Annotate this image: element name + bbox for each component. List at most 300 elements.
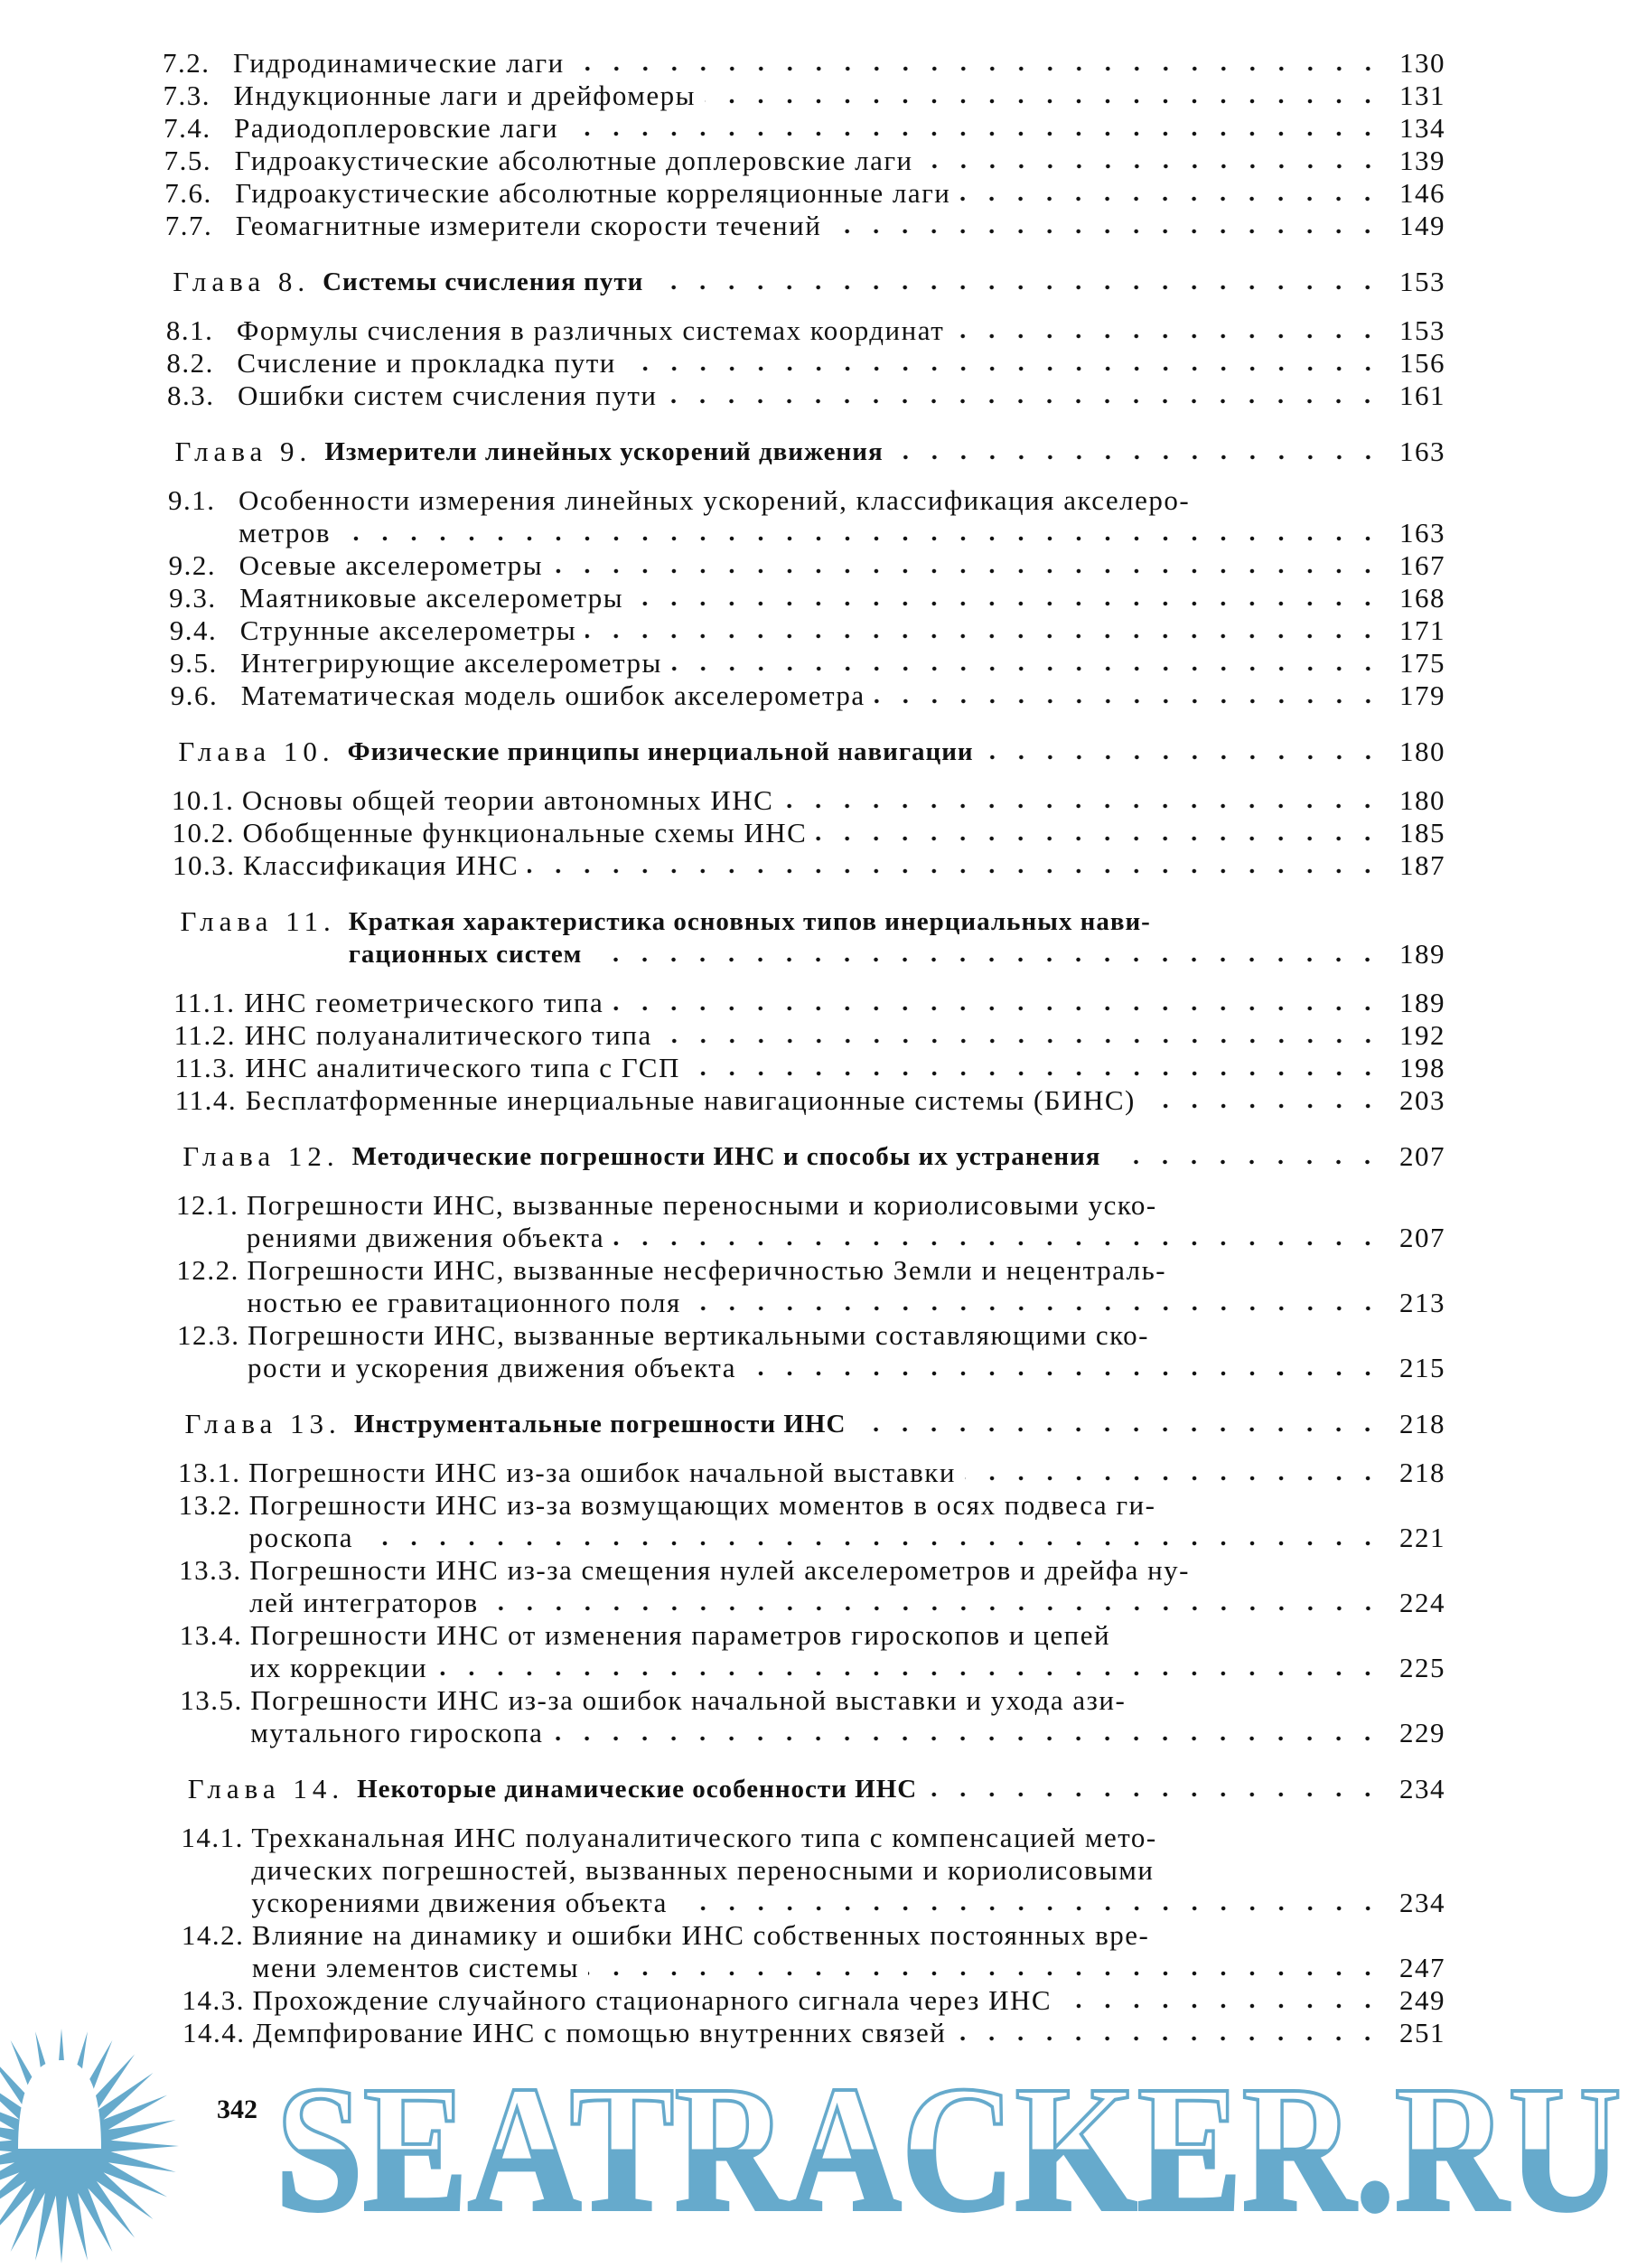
entry-line: [234, 80, 1445, 112]
entry-body: [245, 1052, 1445, 1084]
entry-text: ностью ее гравитационного поля: [247, 1287, 681, 1318]
dot-leader: [671, 666, 1382, 671]
entry-line: [252, 1919, 1445, 1952]
toc-entry: [182, 1919, 1445, 1984]
entry-number: 9.1.: [168, 484, 216, 516]
page-ref: 130: [1399, 47, 1445, 79]
dot-leader: [574, 66, 1382, 71]
entry-text: Радиодоплеровские лаги: [234, 112, 559, 144]
dot-leader: [1109, 1159, 1382, 1165]
chapter-label: Глава 8.: [173, 266, 311, 297]
page-ref: 207: [1399, 1222, 1445, 1253]
entry-body: [243, 849, 1445, 882]
chapter-label: Глава 9.: [174, 436, 313, 467]
entry-line: [247, 1287, 1445, 1319]
entry-text: Системы счисления пути: [323, 267, 644, 296]
entry-number: 8.1.: [165, 314, 214, 346]
chapter-heading: [175, 1140, 1445, 1173]
entry-line: [235, 177, 1445, 210]
entry-text: Трехканальная ИНС полуаналитического типа с компенсацией мето-: [251, 1822, 1157, 1853]
entry-body: [348, 736, 1445, 768]
entry-number: 13.2.: [178, 1489, 242, 1521]
dot-leader: [567, 131, 1382, 136]
entry-number: 12.1.: [175, 1189, 239, 1221]
entry-line: [249, 1489, 1445, 1522]
entry-number: 7.2.: [163, 47, 210, 79]
entry-line: [349, 905, 1445, 938]
entry-body: [235, 177, 1445, 210]
toc-entry: [171, 679, 1445, 712]
entry-text: роскопа: [248, 1522, 353, 1553]
entry-number: 9.3.: [169, 582, 217, 614]
dot-leader: [677, 1906, 1382, 1911]
entry-number: 11.4.: [174, 1084, 238, 1116]
toc-entry: [170, 614, 1445, 647]
dot-leader: [893, 455, 1382, 460]
chapter-label: Глава 13.: [184, 1408, 341, 1439]
chapter-heading: [165, 266, 1445, 298]
entry-number: 14.1.: [181, 1822, 244, 1853]
entry-number: 8.3.: [166, 380, 215, 411]
entry-text: Погрешности ИНС, вызванные несферичностью Земли и нецентраль-: [247, 1254, 1167, 1286]
entry-body: [252, 1919, 1445, 1984]
dot-leader: [926, 1792, 1382, 1797]
toc-entry: [166, 314, 1445, 347]
dot-leader: [436, 1671, 1382, 1676]
entry-text: Погрешности ИНС из-за возмущающих моментов в осях подвеса ги-: [248, 1489, 1156, 1521]
entry-body: [234, 80, 1445, 112]
entry-line: [348, 736, 1445, 768]
entry-body: [234, 112, 1445, 145]
entry-body: [252, 1984, 1445, 2017]
entry-body: [324, 436, 1445, 468]
entry-line: [251, 1854, 1445, 1887]
page-ref: 179: [1399, 679, 1445, 711]
sun-logo-icon: [0, 2029, 179, 2263]
entry-text: Математическая модель ошибок акселерометра: [240, 679, 865, 711]
entry-text: Счисление и прокладка пути: [237, 347, 616, 379]
toc-entry: [164, 112, 1445, 145]
page-ref: 215: [1399, 1352, 1445, 1383]
entry-text: Ошибки систем счисления пути: [237, 380, 658, 411]
entry-line: [243, 849, 1445, 882]
entry-text: Маятниковые акселерометры: [239, 582, 624, 614]
entry-text: метров: [239, 517, 331, 548]
page-ref: 146: [1399, 177, 1445, 209]
dot-leader: [875, 698, 1382, 704]
entry-line: [238, 380, 1445, 412]
entry-number: 12.3.: [176, 1319, 240, 1351]
entry-line: [239, 549, 1445, 582]
entry-body: [354, 1408, 1445, 1440]
entry-body: [239, 484, 1445, 549]
entry-text: Погрешности ИНС из-за ошибок начальной выставки и ухода ази-: [250, 1684, 1127, 1716]
entry-number: 14.2.: [181, 1919, 245, 1951]
dot-leader: [666, 398, 1382, 404]
entry-text: Погрешности ИНС из-за смещения нулей акселерометров и дрейфа ну-: [249, 1554, 1190, 1586]
chapter-label: Глава 12.: [182, 1140, 340, 1172]
entry-number: 9.4.: [169, 614, 218, 646]
chapter-label: Глава 11.: [180, 905, 336, 937]
entry-text: Интегрирующие акселерометры: [240, 647, 662, 679]
toc-entry: [174, 1052, 1445, 1084]
page-ref: 234: [1399, 1887, 1445, 1918]
entry-body: [244, 987, 1445, 1019]
page-ref: 198: [1399, 1052, 1445, 1083]
chapter-heading: [171, 736, 1445, 768]
entry-line: [357, 1773, 1445, 1805]
entry-number: 13.3.: [179, 1554, 242, 1586]
table-of-contents: [163, 47, 1445, 2049]
entry-line: [250, 1619, 1445, 1652]
entry-line: [251, 1822, 1445, 1854]
dot-leader: [922, 164, 1382, 169]
toc-entry: [180, 1619, 1445, 1684]
toc-entry: [165, 210, 1445, 242]
entry-text: Физические принципы инерциальной навигации: [347, 737, 974, 766]
entry-line: [235, 145, 1445, 177]
toc-entry: [164, 80, 1445, 112]
entry-number: 7.5.: [164, 145, 212, 176]
entry-body: [233, 47, 1445, 80]
page-ref: 167: [1399, 549, 1445, 581]
entry-body: [236, 210, 1445, 242]
page-ref: 171: [1399, 614, 1445, 646]
dot-leader: [588, 1971, 1382, 1976]
entry-text: мутального гироскопа: [250, 1717, 544, 1748]
dot-leader: [983, 754, 1382, 760]
page-ref: 189: [1399, 987, 1445, 1018]
entry-body: [352, 1140, 1445, 1173]
entry-body: [247, 1254, 1445, 1319]
entry-number: 11.2.: [173, 1019, 236, 1051]
entry-line: [248, 1457, 1445, 1489]
entry-line: [237, 347, 1445, 380]
entry-number: 9.2.: [168, 549, 217, 581]
dot-leader: [1145, 1103, 1382, 1109]
dot-leader: [528, 868, 1382, 874]
page-number: 342: [217, 2095, 257, 2124]
entry-text: Измерители линейных ускорений движения: [324, 437, 884, 466]
page-ref: 153: [1399, 314, 1445, 346]
dot-leader: [585, 633, 1382, 639]
entry-number: 11.3.: [174, 1052, 237, 1083]
entry-number: 13.4.: [179, 1619, 243, 1651]
entry-text: рости и ускорения движения объекта: [247, 1352, 736, 1383]
entry-text: Инструментальные погрешности ИНС: [353, 1410, 847, 1439]
dot-leader: [855, 1427, 1382, 1432]
dot-leader: [830, 229, 1382, 234]
entry-text: Погрешности ИНС, вызванные вертикальными составляющими ско-: [247, 1319, 1149, 1351]
toc-entry: [166, 347, 1445, 380]
entry-line: [241, 679, 1445, 712]
entry-text: гационных систем: [348, 940, 583, 969]
entry-line: [239, 582, 1445, 614]
entry-body: [245, 1019, 1445, 1052]
entry-body: [240, 614, 1445, 647]
entry-line: [249, 1587, 1445, 1619]
entry-text: Особенности измерения линейных ускорений, классификация акселеро-: [239, 484, 1191, 516]
page-ref: 249: [1399, 1984, 1445, 2016]
toc-entry: [176, 1189, 1445, 1254]
toc-entry: [178, 1457, 1445, 1489]
entry-text: Демпфирование ИНС с помощью внутренних связей: [253, 2017, 947, 2048]
entry-text: Погрешности ИНС, вызванные переносными и кориолисовыми уско-: [246, 1189, 1157, 1221]
seatracker-watermark: [0, 2024, 1637, 2268]
entry-text: Основы общей теории автономных ИНС: [241, 784, 774, 816]
toc-entry: [177, 1319, 1445, 1384]
page-ref: 153: [1399, 266, 1445, 297]
entry-body: [250, 1619, 1445, 1684]
entry-number: 7.4.: [164, 112, 211, 144]
dot-leader: [782, 803, 1382, 809]
entry-text: Гидродинамические лаги: [233, 47, 565, 79]
entry-text: Индукционные лаги и дрейфомеры: [233, 80, 696, 111]
entry-number: 13.1.: [178, 1457, 241, 1488]
page-ref: 163: [1399, 517, 1445, 548]
entry-line: [239, 517, 1445, 549]
page-ref: 247: [1399, 1952, 1445, 1983]
entry-text: дических погрешностей, вызванных переносными и кориолисовыми: [251, 1854, 1155, 1886]
entry-number: 7.6.: [164, 177, 212, 209]
entry-text: Гидроакустические абсолютные доплеровские лаги: [234, 145, 913, 176]
page-ref: 131: [1399, 80, 1445, 111]
entry-line: [252, 1952, 1445, 1984]
entry-text: Геомагнитные измерители скорости течений: [235, 210, 822, 241]
entry-number: 12.2.: [176, 1254, 239, 1286]
page-ref: 234: [1399, 1773, 1445, 1804]
toc-entry: [182, 1984, 1445, 2017]
entry-line: [250, 1717, 1445, 1749]
entry-text: Гидроакустические абсолютные корреляционные лаги: [235, 177, 951, 209]
page-ref: 213: [1399, 1287, 1445, 1318]
entry-line: [233, 47, 1445, 80]
entry-line: [250, 1684, 1445, 1717]
toc-entry: [172, 784, 1445, 817]
entry-number: 9.5.: [170, 647, 218, 679]
chapter-heading: [178, 1408, 1446, 1440]
entry-number: 10.3.: [173, 849, 236, 881]
entry-line: [244, 987, 1445, 1019]
dot-leader: [652, 285, 1382, 290]
entry-body: [235, 145, 1445, 177]
entry-body: [240, 647, 1445, 679]
entry-line: [354, 1408, 1445, 1440]
entry-text: мени элементов системы: [251, 1952, 580, 1983]
entry-line: [245, 1019, 1445, 1052]
entry-line: [245, 1052, 1445, 1084]
entry-text: Прохождение случайного стационарного сигнала через ИНС: [252, 1984, 1052, 2016]
entry-line: [251, 1887, 1445, 1919]
entry-number: 13.5.: [180, 1684, 243, 1716]
toc-entry: [181, 1822, 1445, 1919]
entry-text: Погрешности ИНС от изменения параметров гироскопов и цепей: [249, 1619, 1111, 1651]
entry-line: [250, 1652, 1445, 1684]
toc-entry: [180, 1684, 1445, 1749]
page-ref: 168: [1399, 582, 1445, 614]
toc-entry: [174, 1019, 1445, 1052]
entry-line: [249, 1554, 1445, 1587]
chapter-heading: [173, 905, 1445, 970]
entry-line: [323, 266, 1445, 298]
entry-text: ИНС полуаналитического типа: [244, 1019, 652, 1051]
page-ref: 207: [1399, 1140, 1445, 1172]
entry-text: Погрешности ИНС из-за ошибок начальной выставки: [248, 1457, 956, 1488]
entry-text: их коррекции: [249, 1652, 428, 1683]
entry-number: 14.4.: [182, 2017, 246, 2048]
toc-entry: [169, 582, 1445, 614]
entry-line: [248, 1319, 1445, 1352]
entry-body: [237, 314, 1445, 347]
page-ref: 149: [1399, 210, 1445, 241]
entry-body: [323, 266, 1445, 298]
entry-body: [357, 1773, 1445, 1805]
page-ref: 203: [1399, 1084, 1445, 1116]
entry-text: Методические погрешности ИНС и способы их устранения: [351, 1142, 1101, 1171]
entry-line: [249, 1522, 1445, 1554]
dot-leader: [953, 333, 1382, 339]
chapter-heading: [168, 436, 1446, 468]
page-ref: 175: [1399, 647, 1445, 679]
entry-number: 11.1.: [173, 987, 236, 1018]
entry-body: [349, 905, 1445, 970]
entry-line: [349, 938, 1445, 970]
page-ref: 139: [1399, 145, 1445, 176]
dot-leader: [552, 1736, 1382, 1741]
entry-text: Обобщенные функциональные схемы ИНС: [242, 817, 808, 848]
dot-leader: [613, 1006, 1382, 1011]
entry-body: [249, 1554, 1445, 1619]
entry-number: 10.2.: [172, 817, 235, 848]
toc-entry: [179, 1554, 1445, 1619]
toc-entry: [179, 1489, 1445, 1554]
dot-leader: [690, 1306, 1382, 1311]
entry-line: [324, 436, 1445, 468]
dot-leader: [362, 1541, 1382, 1546]
entry-line: [240, 647, 1445, 679]
entry-text: Некоторые динамические особенности ИНС: [357, 1775, 918, 1804]
dot-leader: [689, 1071, 1382, 1076]
entry-body: [239, 582, 1445, 614]
entry-line: [242, 817, 1445, 849]
entry-text: Влияние на динамику и ошибки ИНС собственных постоянных вре-: [251, 1919, 1150, 1951]
entry-number: 14.3.: [182, 1984, 245, 2016]
page-ref: 180: [1399, 784, 1445, 816]
entry-body: [247, 1189, 1445, 1254]
page-ref: 156: [1399, 347, 1445, 379]
entry-line: [246, 1084, 1445, 1117]
dot-leader: [552, 568, 1382, 574]
page-ref: 229: [1399, 1717, 1445, 1748]
page-ref: 163: [1399, 436, 1445, 467]
entry-line: [247, 1254, 1445, 1287]
dot-leader: [632, 601, 1382, 606]
entry-number: 10.1.: [171, 784, 235, 816]
dot-leader: [1061, 2003, 1382, 2009]
page-ref: 180: [1399, 736, 1445, 767]
toc-entry: [164, 145, 1445, 177]
page-ref: 161: [1399, 380, 1445, 411]
entry-body: [241, 679, 1445, 712]
page-ref: 221: [1399, 1522, 1445, 1553]
page-ref: 218: [1399, 1408, 1445, 1439]
entry-body: [246, 1084, 1445, 1117]
chapter-label: Глава 14.: [187, 1773, 345, 1804]
toc-entry: [173, 849, 1445, 882]
entry-body: [238, 380, 1445, 412]
entry-line: [248, 1352, 1445, 1384]
toc-entry: [168, 484, 1445, 549]
entry-text: Струнные акселерометры: [239, 614, 577, 646]
toc-entry: [169, 549, 1445, 582]
dot-leader: [816, 836, 1382, 841]
toc-entry: [170, 647, 1445, 679]
page-ref: 251: [1399, 2017, 1445, 2048]
entry-body: [242, 784, 1445, 817]
toc-entry: [163, 47, 1445, 80]
chapter-label: Глава 10.: [178, 736, 335, 767]
entry-line: [240, 614, 1445, 647]
dot-leader: [488, 1606, 1382, 1611]
entry-line: [352, 1140, 1445, 1173]
entry-text: Формулы счисления в различных системах координат: [236, 314, 945, 346]
entry-body: [251, 1822, 1445, 1919]
entry-body: [249, 1489, 1445, 1554]
entry-line: [252, 1984, 1445, 2017]
entry-body: [250, 1684, 1445, 1749]
entry-text: Краткая характеристика основных типов инерциальных нави-: [348, 907, 1151, 936]
entry-line: [234, 112, 1445, 145]
dot-leader: [340, 536, 1382, 541]
dot-leader: [613, 1241, 1382, 1246]
toc-entry: [176, 1254, 1445, 1319]
entry-line: [247, 1222, 1445, 1254]
page-ref: 224: [1399, 1587, 1445, 1618]
dot-leader: [625, 366, 1382, 371]
entry-text: ИНС аналитического типа с ГСП: [245, 1052, 680, 1083]
entry-text: Бесплатформенные инерциальные навигационные системы (БИНС): [245, 1084, 1136, 1116]
page-ref: 134: [1399, 112, 1445, 144]
dot-leader: [591, 957, 1382, 962]
entry-number: 8.2.: [166, 347, 214, 379]
entry-line: [237, 314, 1445, 347]
entry-line: [236, 210, 1445, 242]
dot-leader: [705, 98, 1382, 104]
toc-entry: [175, 1084, 1445, 1117]
entry-number: 7.7.: [164, 210, 213, 241]
entry-body: [242, 817, 1445, 849]
dot-leader: [661, 1038, 1382, 1044]
page-ref: 192: [1399, 1019, 1445, 1051]
page-ref: 189: [1399, 938, 1445, 970]
entry-body: [237, 347, 1445, 380]
entry-body: [248, 1457, 1445, 1489]
page-ref: 225: [1399, 1652, 1445, 1683]
entry-body: [239, 549, 1445, 582]
entry-text: Осевые акселерометры: [239, 549, 544, 581]
entry-line: [247, 1189, 1445, 1222]
entry-text: рениями движения объекта: [246, 1222, 605, 1253]
page-ref: 187: [1399, 849, 1445, 881]
entry-number: 7.3.: [163, 80, 211, 111]
entry-text: ускорениями движения объекта: [251, 1887, 668, 1918]
dot-leader: [745, 1371, 1382, 1376]
watermark-text: SEATRACKER.RU: [276, 2049, 1622, 2249]
entry-line: [242, 784, 1445, 817]
entry-body: [248, 1319, 1445, 1384]
entry-text: лей интеграторов: [249, 1587, 479, 1618]
entry-number: 9.6.: [170, 679, 219, 711]
